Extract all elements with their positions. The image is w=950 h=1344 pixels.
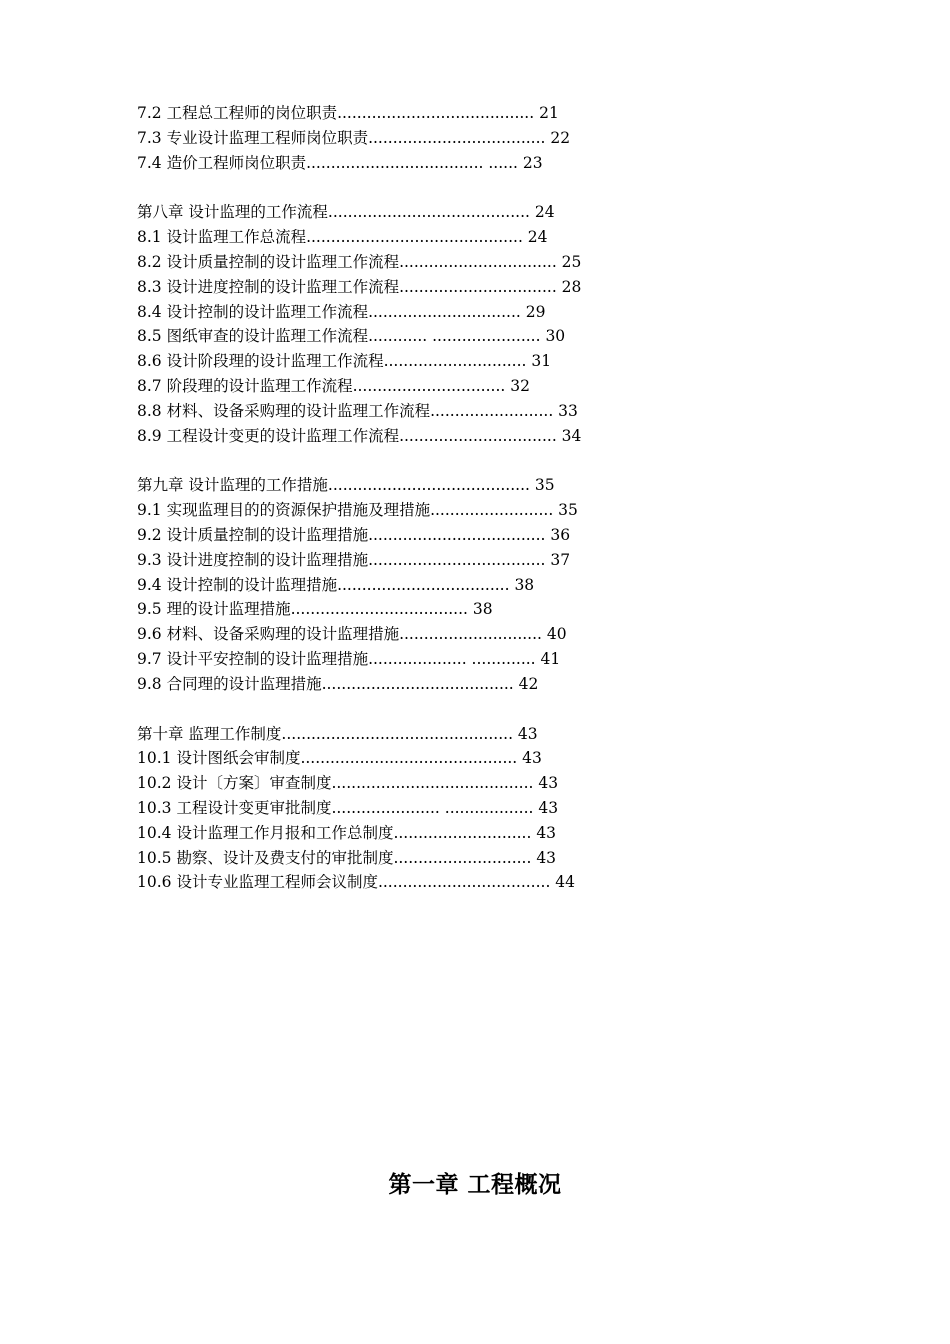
toc-entry: 9.6 材料、设备采购理的设计监理措施............................. 40 [137,625,567,644]
toc-entry: 8.7 阶段理的设计监理工作流程............................... 32 [137,376,530,395]
toc-chapter-entry: 第十章 监理工作制度............................................... 43 [137,724,538,743]
toc-entry: 9.7 设计平安控制的设计监理措施.................... ............. 41 [137,649,561,668]
toc-entry: 10.2 设计〔方案〕审查制度......................................... 43 [137,774,559,793]
toc-entry: 10.3 工程设计变更审批制度...................... .................. 43 [137,798,559,817]
toc-entry: 9.2 设计质量控制的设计监理措施.................................... 36 [137,525,571,544]
toc-entry: 7.3 专业设计监理工程师岗位职责.................................... 22 [137,128,571,147]
toc-entry: 10.1 设计图纸会审制度............................................ 43 [137,749,542,768]
toc-entry: 8.4 设计控制的设计监理工作流程............................... 29 [137,302,546,321]
toc-entry: 9.1 实现监理目的的资源保护措施及理措施......................... 35 [137,501,578,520]
toc-entry: 8.9 工程设计变更的设计监理工作流程................................ 34 [137,426,582,445]
toc-entry: 10.5 勘察、设计及费支付的审批制度............................ 43 [137,848,557,867]
toc-entry: 7.4 造价工程师岗位职责.................................... ...... 23 [137,153,543,172]
toc-group-chapter-10 [137,722,807,896]
toc-entry: 10.4 设计监理工作月报和工作总制度............................ 43 [137,823,557,842]
toc-entry: 9.8 合同理的设计监理措施....................................... 42 [137,674,539,693]
toc-entry: 9.3 设计进度控制的设计监理措施.................................... 37 [137,550,571,569]
toc-entry: 8.8 材料、设备采购理的设计监理工作流程......................... 33 [137,401,578,420]
toc-group-chapter-9 [137,473,807,696]
toc-chapter-entry: 第八章 设计监理的工作流程......................................... 24 [137,203,555,222]
toc-entry: 9.5 理的设计监理措施.................................... 38 [137,600,493,619]
toc-group-chapter-8 [137,200,807,448]
toc-entry: 8.3 设计进度控制的设计监理工作流程................................ 28 [137,277,582,296]
toc-entry: 10.6 设计专业监理工程师会议制度................................... 44 [137,873,576,892]
toc-entry: 8.1 设计监理工作总流程............................................ 24 [137,228,548,247]
toc-entry: 9.4 设计控制的设计监理措施................................... 38 [137,575,535,594]
chapter-heading: 第一章 工程概况 [388,1172,562,1198]
toc-group-chapter-7 [137,101,807,175]
toc-entry: 8.6 设计阶段理的设计监理工作流程............................. 31 [137,352,552,371]
toc-chapter-entry: 第九章 设计监理的工作措施......................................... 35 [137,476,555,495]
toc-entry: 7.2 工程总工程师的岗位职责........................................ 21 [137,104,559,122]
toc-entry: 8.2 设计质量控制的设计监理工作流程................................ 25 [137,252,582,271]
toc-entry: 8.5 图纸审查的设计监理工作流程............ ...................... 30 [137,327,566,346]
table-of-contents [137,101,807,920]
